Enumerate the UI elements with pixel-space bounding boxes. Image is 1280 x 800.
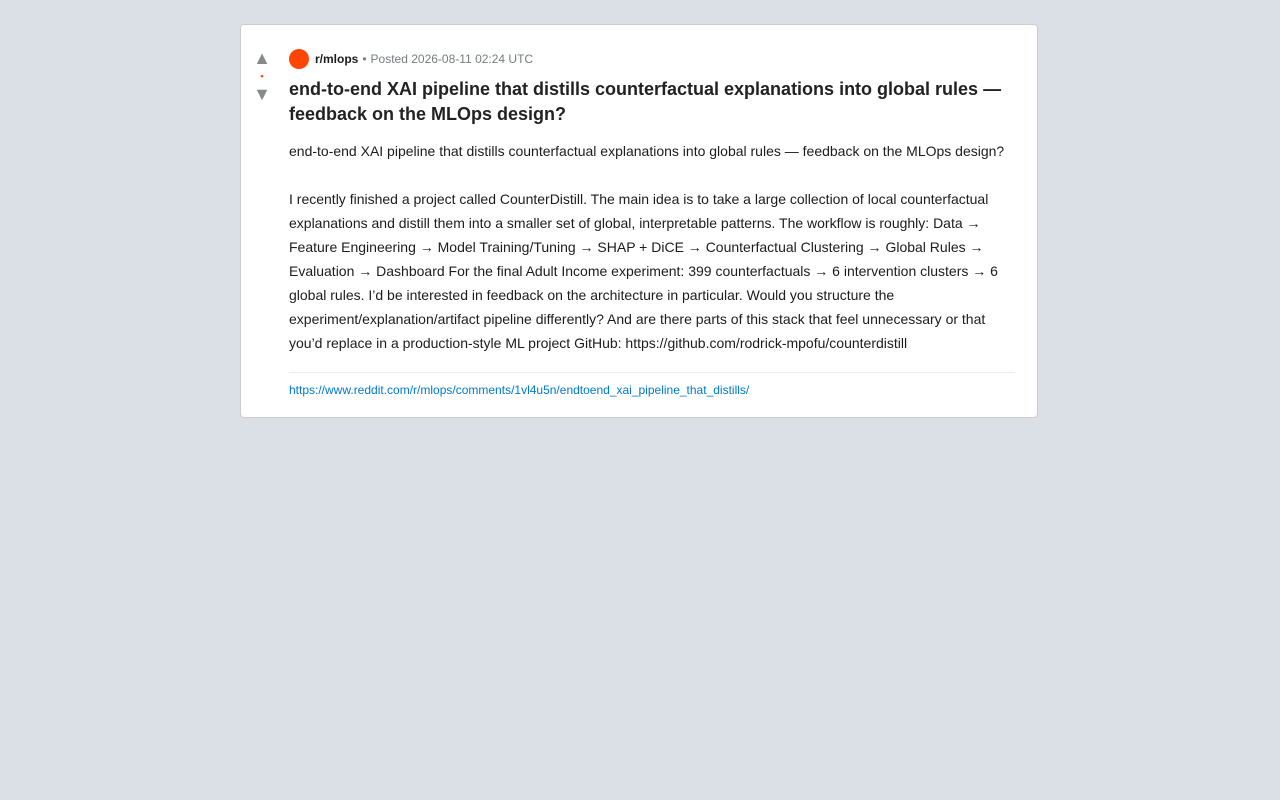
post-body-text: I recently finished a project called CounterDistill. The main idea is to take a large collection of local counterfactual explanations and distill them into a smaller set of global, interpretable patterns. The workflow is roughly: Data → Feature Engineering → Model Training/Tuning → SHAP + DiCE → Counterfactual Clustering → Global Rules → Evaluation → Dashboard For the final Adult Income experiment: 399 counterfactuals → 6 intervention clusters → 6 global rules. I’d be interested in feedback on the architecture in particular. Would you structure the experiment/explanation/artifact pipeline differently? And are there parts of this stack that feel unnecessary or that you’d replace in a production-style ML project GitHub: https://github.com/rodrick-mpofu/counterdistill <box>289 191 998 351</box>
downvote-icon[interactable]: ▼ <box>253 84 271 104</box>
post-permalink[interactable]: https://www.reddit.com/r/mlops/comments/1vl4u5n/endtoend_xai_pipeline_that_distills/ <box>289 383 750 397</box>
post-meta <box>289 49 1015 69</box>
subreddit-icon[interactable] <box>289 49 309 69</box>
post-footer <box>289 372 1015 398</box>
post-card <box>240 24 1038 418</box>
post-content <box>289 49 1015 398</box>
meta-separator: • <box>362 52 367 66</box>
vote-score: • <box>260 71 264 81</box>
post-timestamp: Posted 2026-08-11 02:24 UTC <box>370 52 534 66</box>
post-body-lead: end-to-end XAI pipeline that distills counterfactual explanations into global rules — feedback on the MLOps design? <box>289 143 1005 159</box>
upvote-icon[interactable]: ▲ <box>253 48 271 68</box>
post-body <box>289 139 1015 355</box>
subreddit-name[interactable]: r/mlops <box>315 52 359 66</box>
post-title[interactable]: end-to-end XAI pipeline that distills counterfactual explanations into global rules — feedback on the MLOps design? <box>289 79 1002 124</box>
vote-column <box>241 49 283 103</box>
